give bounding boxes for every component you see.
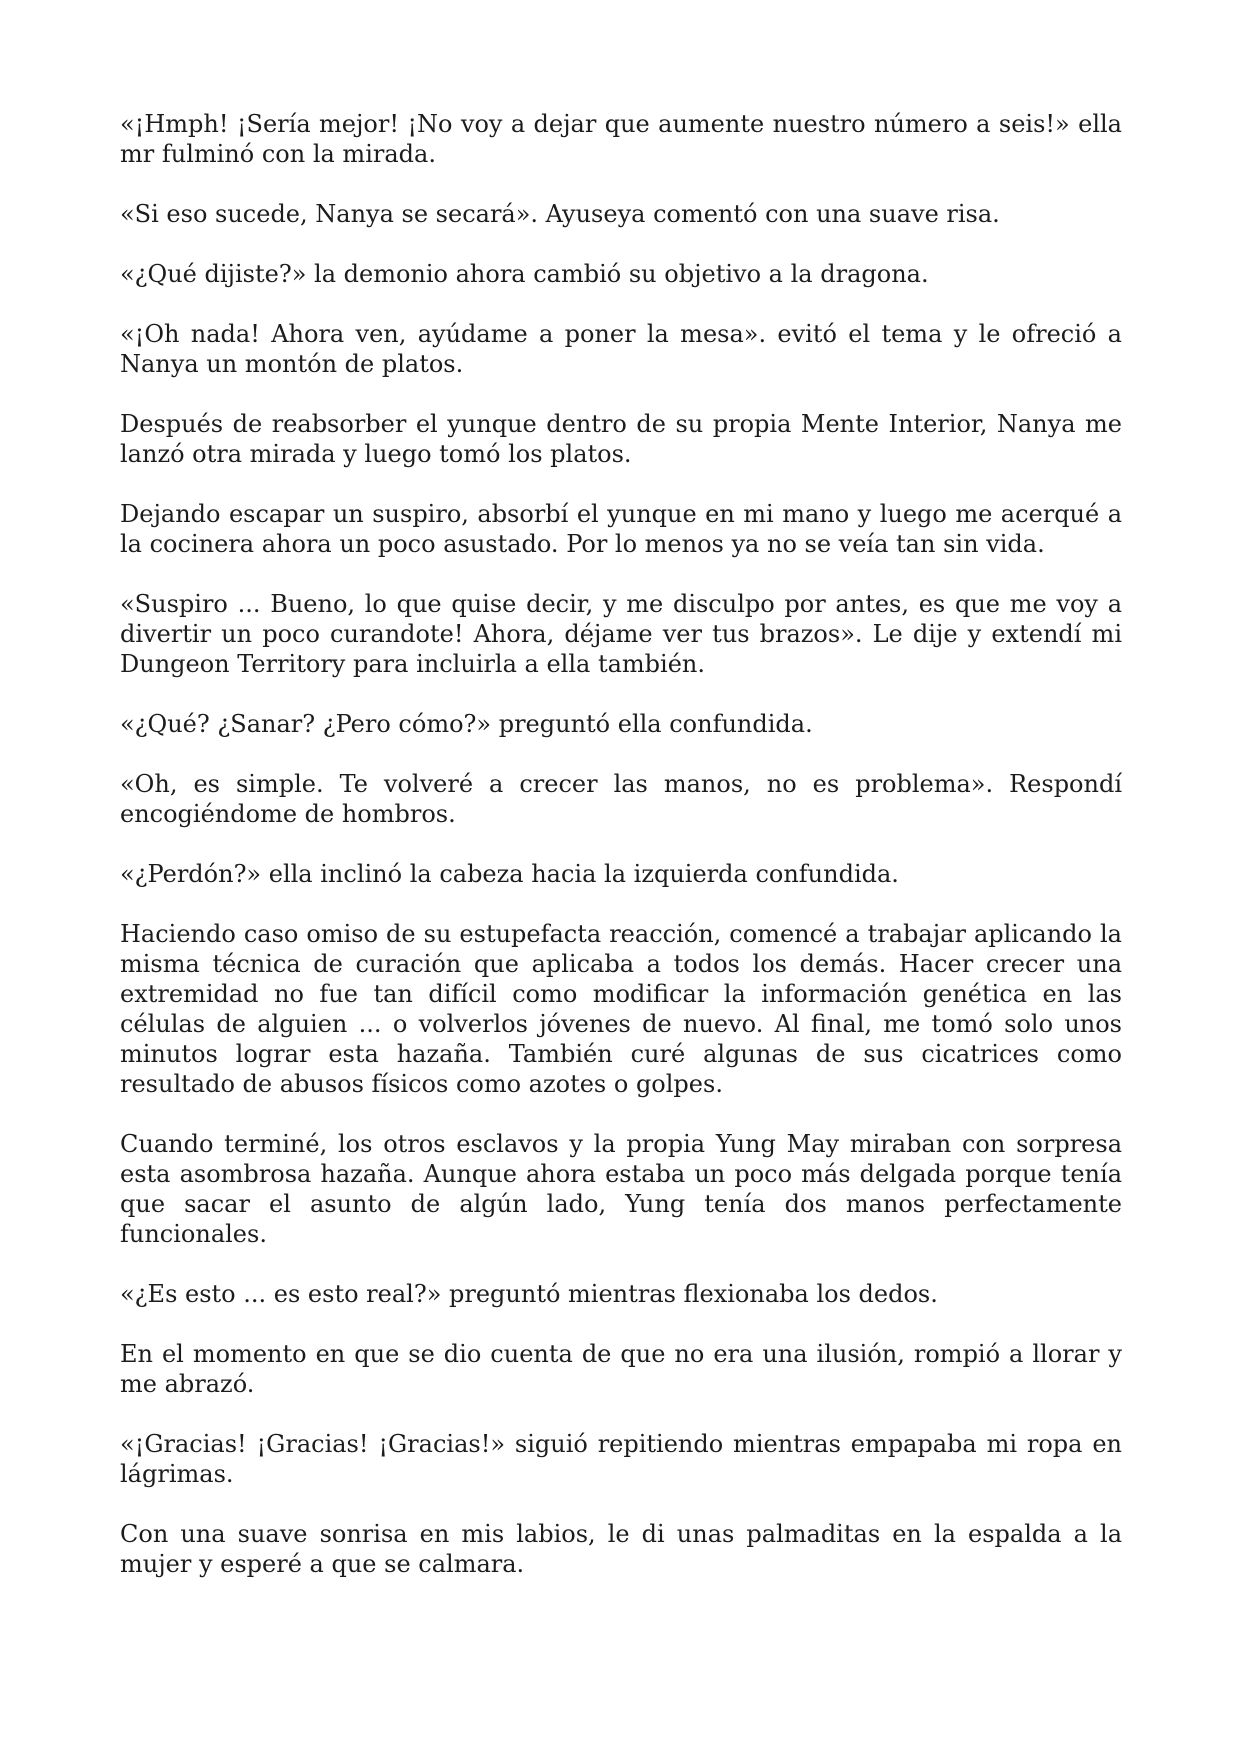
paragraph-7: «Suspiro ... Bueno, lo que quise decir, y me disculpo por antes, es que me voy a divertir un poco curandote! Ahora, déjame ver tus brazos». Le dije y extendí mi Dungeon Territory para incluirla a ella también. xyxy=(120,590,1122,678)
paragraph-8: «¿Qué? ¿Sanar? ¿Pero cómo?» preguntó ella confundida. xyxy=(120,710,813,738)
paragraph-16: Con una suave sonrisa en mis labios, le di unas palmaditas en la espalda a la mujer y esperé a que se calmara. xyxy=(120,1520,1122,1578)
paragraph-11: Haciendo caso omiso de su estupefacta reacción, comencé a trabajar aplicando la misma técnica de curación que aplicaba a todos los demás. Hacer crecer una extremidad no fue tan difícil como modificar la información genética en las células de alguien ... o volverlos jóvenes de nuevo. Al final, me tomó solo unos minutos lograr esta hazaña. También curé algunas de sus cicatrices como resultado de abusos físicos como azotes o golpes. xyxy=(120,920,1122,1098)
paragraph-14: En el momento en que se dio cuenta de que no era una ilusión, rompió a llorar y me abrazó. xyxy=(120,1340,1122,1398)
paragraph-1: «¡Hmph! ¡Sería mejor! ¡No voy a dejar que aumente nuestro número a seis!» ella mr fulminó con la mirada. xyxy=(120,110,1122,168)
paragraph-12: Cuando terminé, los otros esclavos y la propia Yung May miraban con sorpresa esta asombrosa hazaña. Aunque ahora estaba un poco más delgada porque tenía que sacar el asunto de algún lado, Yung tenía dos manos perfectamente funcionales. xyxy=(120,1130,1122,1248)
document-page xyxy=(120,109,1122,1609)
paragraph-9: «Oh, es simple. Te volveré a crecer las manos, no es problema». Respondí encogiéndome de hombros. xyxy=(120,770,1122,828)
paragraph-15: «¡Gracias! ¡Gracias! ¡Gracias!» siguió repitiendo mientras empapaba mi ropa en lágrimas. xyxy=(120,1430,1122,1488)
paragraph-13: «¿Es esto ... es esto real?» preguntó mientras flexionaba los dedos. xyxy=(120,1280,938,1308)
paragraph-6: Dejando escapar un suspiro, absorbí el yunque en mi mano y luego me acerqué a la cocinera ahora un poco asustado. Por lo menos ya no se veía tan sin vida. xyxy=(120,500,1122,558)
paragraph-3: «¿Qué dijiste?» la demonio ahora cambió su objetivo a la dragona. xyxy=(120,260,929,288)
paragraph-10: «¿Perdón?» ella inclinó la cabeza hacia la izquierda confundida. xyxy=(120,860,899,888)
paragraph-5: Después de reabsorber el yunque dentro de su propia Mente Interior, Nanya me lanzó otra mirada y luego tomó los platos. xyxy=(120,410,1122,468)
paragraph-2: «Si eso sucede, Nanya se secará». Ayuseya comentó con una suave risa. xyxy=(120,200,1000,228)
paragraph-4: «¡Oh nada! Ahora ven, ayúdame a poner la mesa». evitó el tema y le ofreció a Nanya un montón de platos. xyxy=(120,320,1122,378)
